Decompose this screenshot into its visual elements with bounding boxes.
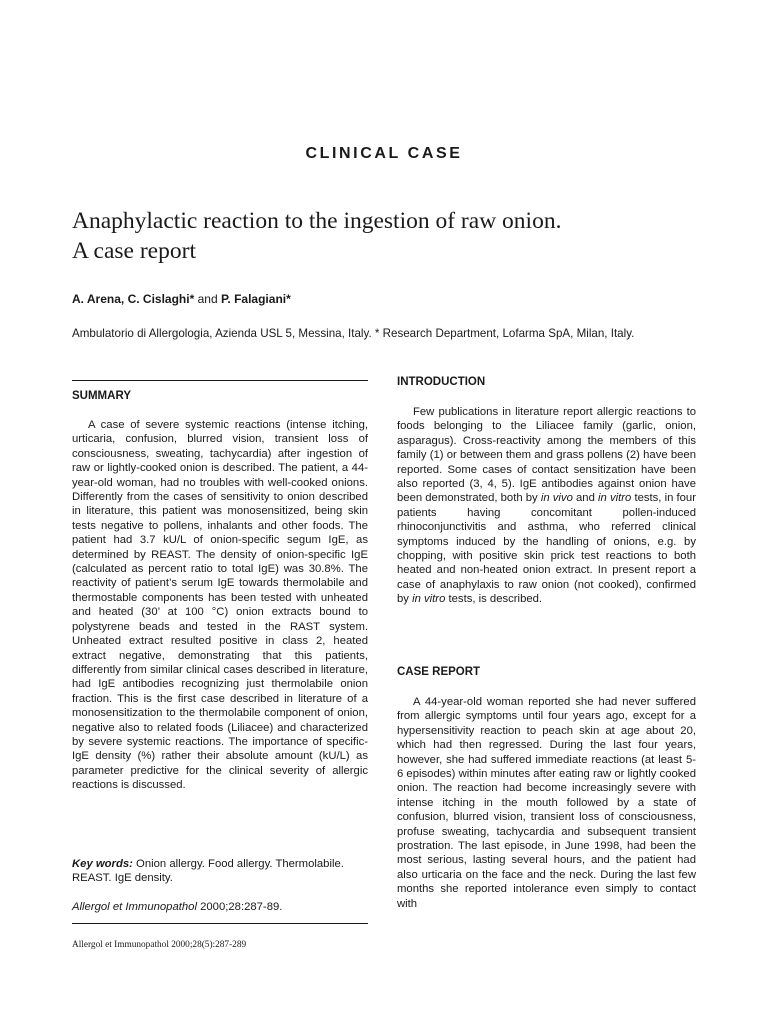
intro-text-2: and <box>572 492 599 505</box>
summary-body <box>72 418 368 793</box>
author-list <box>72 292 291 306</box>
intro-em-1: in vivo <box>540 492 573 505</box>
keywords-text: Onion allergy. Food allergy. Thermolabile. REAST. IgE density. <box>72 858 344 885</box>
citation-journal: Allergol et Immunopathol <box>72 901 197 913</box>
summary-paragraph: A case of severe systemic reactions (intense itching, urticaria, confusion, blurred vision, transient loss of consciousness, sweating, tachycardia) after ingestion of raw or lightly-cooked onion is described. The patient, a 44-year-old woman, had no troubles with well-cooked onions. Differently from the cases of sensitivity to onion described in literature, this patient was monosensitized, being skin tests negative to pollens, inhalants and other foods. The patient had 3.7 kU/L of onion-specific segum IgE, as determined by REAST. The density of onion-specific IgE (calculated as percent ratio to total IgE) was 30.8%. The reactivity of patient’s serum IgE towards thermolabile and thermostable components has been tested with unheated and heated (30’ at 100 °C) onion extracts bound to polystyrene beads and tested in the RAST system. Unheated extract resulted positive in class 2, heated extract negative, demonstrating that this patients, differently from similar clinical cases described in literature, had IgE antibodies recognizing just thermolabile onion fraction. This is the first case described in literature of a monosensitization to the thermolabile component of onion, negative also to related foods (Liliacee) and characterized by severe systemic reactions. The importance of specific-IgE density (%) rather their absolute amount (kU/L) as parameter predictive for the clinical severity of allergic reactions is discussed. <box>72 419 368 792</box>
introduction-heading: INTRODUCTION <box>397 376 486 388</box>
page-footer: Allergol et Immunopathol 2000;28(5):287-289 <box>72 940 247 950</box>
keywords-label: Key words: <box>72 858 133 870</box>
authors-part-1: A. Arena, C. Cislaghi* <box>72 292 195 306</box>
intro-text-1: Few publications in literature report allergic reactions to foods belonging to the Liliacee family (garlic, onion, asparagus). Cross-reactivity among the members of this family (1) or between them and grass pollens (2) have been reported. Some cases of contact sensitization have been also reported (3, 4, 5). IgE antibodies against onion have been demonstrated, both by <box>397 406 696 505</box>
summary-heading: SUMMARY <box>72 390 131 402</box>
case-report-heading: CASE REPORT <box>397 666 481 678</box>
keywords <box>72 857 368 886</box>
citation <box>72 901 282 913</box>
case-report-paragraph: A 44-year-old woman reported she had never suffered from allergic symptoms until four years ago, except for a hypersensitivity reaction to peach skin at age about 20, which had then regressed. During the last four years, however, she had suffered immediate reactions (at least 5-6 episodes) within minutes after eating raw or lightly cooked onion. The reaction had become increasingly severe with intense itching in the mouth followed by a state of confusion, blurred vision, transient loss of consciousness, profuse sweating, tachycardia and subsequent transient prostration. The last episode, in June 1998, had been the most serious, lasting several hours, and the patient had also urticaria on the face and the neck. During the last few months she reported intolerance even simply to contact with <box>397 696 696 910</box>
section-label: CLINICAL CASE <box>305 145 463 162</box>
affiliation: Ambulatorio di Allergologia, Azienda USL 5, Messina, Italy. * Research Department, Lofarma SpA, Milan, Italy. <box>72 327 635 340</box>
title-line-1: Anaphylactic reaction to the ingestion of raw onion. <box>72 208 562 234</box>
authors-and: and <box>197 292 218 306</box>
authors-part-2: P. Falagiani* <box>220 292 291 306</box>
introduction-paragraph <box>397 405 696 607</box>
summary-top-rule <box>72 380 368 381</box>
intro-em-2: in vitro <box>598 492 632 505</box>
case-report-body <box>397 695 696 911</box>
intro-em-3: in vitro <box>412 593 446 606</box>
article-title <box>72 206 712 266</box>
intro-text-4: tests, is described. <box>445 593 543 606</box>
citation-details: 2000;28:287-89. <box>196 901 283 913</box>
intro-text-3: tests, in four patients having concomitant pollen-induced rhinoconjunctivitis and asthma, who referred clinical symptoms induced by the handling of onions, e.g. by chopping, with positive skin prick test reactions to both heated and non-heated onion extract. In present report a case of anaphylaxis to raw onion (not cooked), confirmed by <box>397 492 696 606</box>
summary-bottom-rule <box>72 923 368 924</box>
title-line-2: A case report <box>72 238 196 264</box>
introduction-body <box>397 405 696 607</box>
